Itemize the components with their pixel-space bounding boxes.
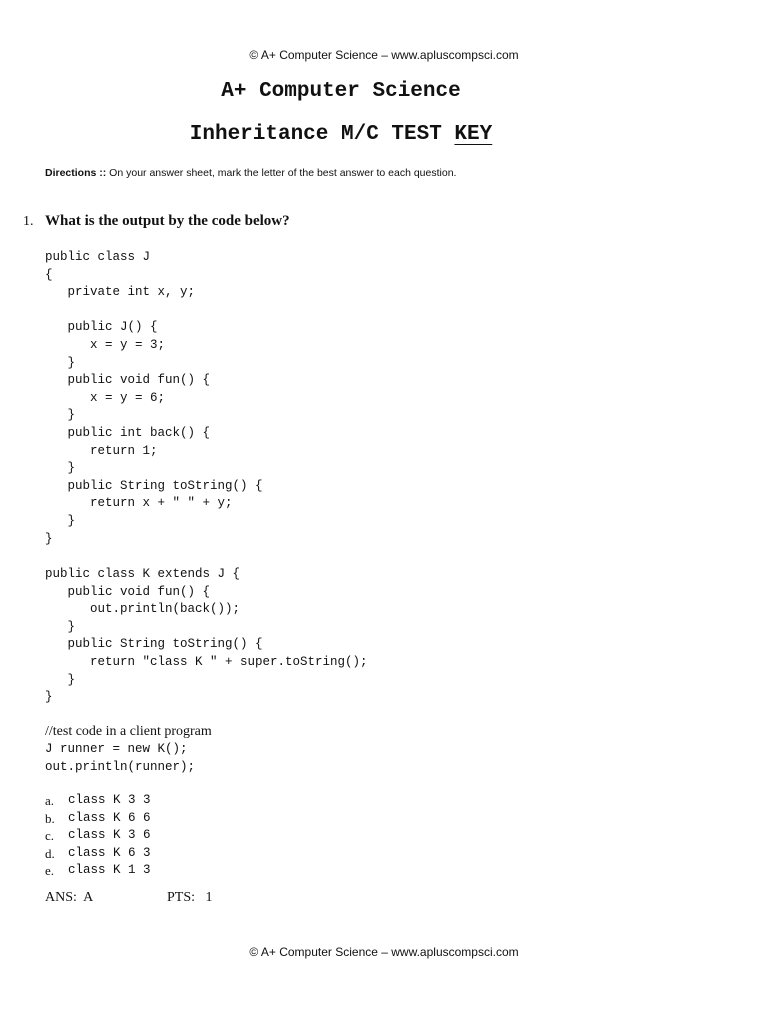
choice-letter: c. bbox=[45, 828, 55, 843]
page-header-copyright: © A+ Computer Science – www.apluscompsci.com bbox=[249, 48, 519, 62]
directions-label: Directions :: bbox=[45, 167, 107, 179]
choice-b bbox=[45, 811, 345, 829]
choice-text: class K 3 3 bbox=[68, 793, 151, 807]
points-value: PTS: 1 bbox=[167, 890, 213, 905]
choice-letter: d. bbox=[45, 845, 55, 861]
choice-c bbox=[45, 828, 345, 846]
question-number: 1. bbox=[23, 214, 34, 229]
client-code-comment: //test code in a client program bbox=[45, 724, 212, 739]
choice-letter: b. bbox=[45, 810, 55, 826]
directions bbox=[45, 167, 456, 179]
choice-d bbox=[45, 846, 345, 864]
document-subtitle bbox=[0, 123, 682, 146]
choice-text: class K 1 3 bbox=[68, 863, 151, 877]
directions-text: On your answer sheet, mark the letter of the best answer to each question. bbox=[106, 167, 457, 179]
choice-letter: e. bbox=[45, 863, 55, 878]
answer-row bbox=[45, 890, 345, 910]
document-title: A+ Computer Science bbox=[221, 80, 461, 103]
code-block-class-k: public class K extends J { public void fun() { out.println(back()); } public String toString() { return "class K " + super.toString(); } } bbox=[45, 567, 368, 705]
page-footer-copyright: © A+ Computer Science – www.apluscompsci.com bbox=[249, 945, 519, 959]
subtitle-key-word: KEY bbox=[454, 123, 493, 146]
answer-key: ANS: A bbox=[45, 890, 94, 905]
code-block-client: J runner = new K(); out.println(runner); bbox=[45, 742, 196, 774]
answer-choices bbox=[45, 793, 345, 881]
choice-a bbox=[45, 793, 345, 811]
choice-text: class K 3 6 bbox=[68, 828, 151, 842]
code-block-class-j: public class J { private int x, y; public J() { x = y = 3; } public void fun() { x = y = 6; } public int back() { return 1; } public String toString() { return x + " " + y; } } bbox=[45, 250, 263, 546]
choice-e bbox=[45, 863, 345, 881]
choice-text: class K 6 3 bbox=[68, 845, 151, 860]
choice-letter: a. bbox=[45, 793, 55, 808]
choice-text: class K 6 6 bbox=[68, 810, 151, 825]
question-text: What is the output by the code below? bbox=[45, 213, 290, 229]
subtitle-text: Inheritance M/C TEST bbox=[189, 123, 455, 146]
